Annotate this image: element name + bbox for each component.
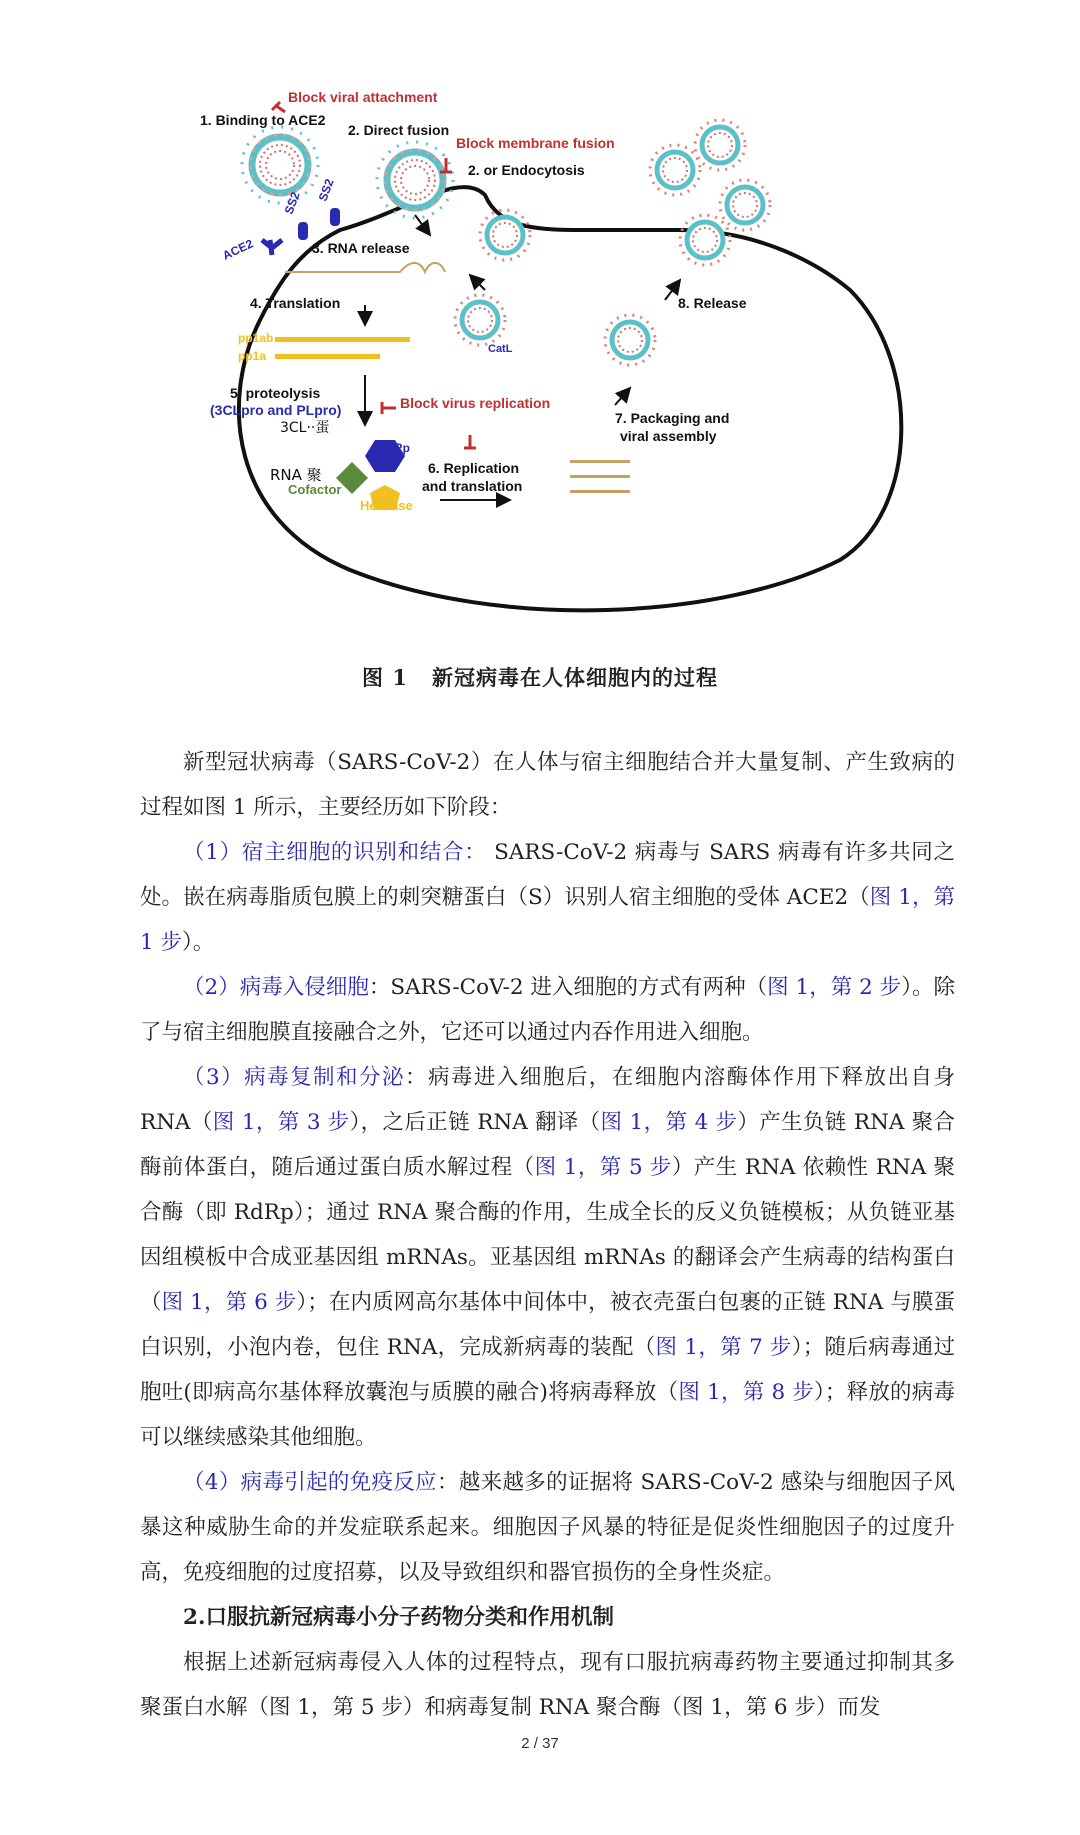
paragraph-step4: （4）病毒引起的免疫反应：越来越多的证据将 SARS-CoV-2 感染与细胞因子风暴这种威胁生命的并发症联系起来。细胞因子风暴的特征是促炎性细胞因子的过度升高，免疫细胞的过度招募，以及导致组织和器官损伤的全身性炎症。 [140, 1470, 955, 1585]
virus-released-4 [680, 215, 730, 265]
label-packaging-2: viral assembly [620, 428, 717, 444]
virus-released-1 [650, 145, 700, 195]
heading-step1: （1）宿主细胞的识别和结合： [183, 840, 487, 865]
article-body [140, 740, 955, 1730]
label-replication-1: 6. Replication [428, 460, 520, 476]
label-block-membrane: Block membrane fusion [456, 135, 615, 151]
ace2-receptor [262, 240, 282, 255]
virus-released-2 [695, 120, 745, 170]
label-rna-note: RNA 聚 [270, 466, 322, 484]
heading-step2: （2）病毒入侵细胞 [183, 975, 369, 1000]
virus-binding [242, 127, 318, 203]
virus-lifecycle-figure [200, 90, 960, 650]
ss2-receptor-b [330, 208, 340, 226]
ss2-receptor-a [298, 222, 308, 240]
pp1ab-bar [275, 337, 410, 342]
figure-ref: 图 1，第 1 步 [140, 885, 956, 955]
label-cofactor: Cofactor [288, 482, 342, 497]
section-heading: 2.口服抗新冠病毒小分子药物分类和作用机制 [183, 1605, 614, 1630]
virus-assembled [605, 315, 655, 365]
paragraph-intro: 新型冠状病毒（SARS-CoV-2）在人体与宿主细胞结合并大量复制、产生致病的过程如图 1 所示，主要经历如下阶段： [140, 750, 955, 820]
replication-line-3 [570, 490, 630, 493]
label-release: 8. Release [678, 295, 747, 311]
paragraph-step1: （1）宿主细胞的识别和结合： SARS-CoV-2 病毒与 SARS 病毒有许多共同之处。嵌在病毒脂质包膜上的刺突糖蛋白（S）识别人宿主细胞的受体 ACE2（图 1，第 1 步）。 [140, 840, 956, 955]
pp1a-bar [275, 354, 380, 359]
label-direct-fusion: 2. Direct fusion [348, 122, 450, 138]
virus-endosome [455, 295, 505, 345]
label-catl: CatL [488, 343, 513, 355]
figure-ref: 图 1，第 5 步 [534, 1155, 672, 1180]
label-replication-2: and translation [422, 478, 523, 494]
replication-line-2 [570, 475, 630, 478]
label-cl-note: 3CL··蛋 [280, 420, 330, 436]
figure-ref: 图 1，第 7 步 [655, 1335, 792, 1360]
figure-ref: 图 1，第 6 步 [161, 1290, 297, 1315]
heading-step4: （4）病毒引起的免疫反应 [183, 1470, 437, 1495]
paragraph-step2: （2）病毒入侵细胞：SARS-CoV-2 进入细胞的方式有两种（图 1，第 2 步）。除了与宿主细胞膜直接融合之外，它还可以通过内吞作用进入细胞。 [140, 975, 955, 1045]
label-proteases: (3CLpro and PLpro) [210, 402, 342, 418]
virus-fusion [377, 142, 453, 218]
figure-ref: 图 1，第 4 步 [600, 1110, 738, 1135]
label-proteolysis: 5. proteolysis [230, 385, 321, 401]
rna-strand [285, 263, 445, 272]
label-block-replication: Block virus replication [400, 395, 551, 411]
caption-text: 新冠病毒在人体细胞内的过程 [431, 665, 718, 690]
figure-ref: 图 1，第 3 步 [212, 1110, 350, 1135]
label-binding: 1. Binding to ACE2 [200, 112, 326, 128]
figure-ref: 图 1，第 8 步 [678, 1380, 814, 1405]
label-helicase: Helicase [360, 498, 413, 513]
label-ss2-b: SS2 [315, 176, 337, 204]
block-attachment-icon [272, 102, 285, 112]
caption-number: 图 1 [362, 665, 408, 690]
label-packaging-1: 7. Packaging and [615, 410, 730, 426]
label-endocytosis: 2. or Endocytosis [468, 162, 585, 178]
figure-ref: 图 1，第 2 步 [767, 975, 902, 1000]
paragraph-step3: （3）病毒复制和分泌：病毒进入细胞后，在细胞内溶酶体作用下释放出自身 RNA（图 1，第 3 步），之后正链 RNA 翻译（图 1，第 4 步）产生负链 RNA 聚合酶前体蛋白，随后通过蛋白质水解过程（图 1，第 5 步）产生 RNA 依赖性 RNA 聚合酶（即 RdRp）；通过 RNA 聚合酶的作用，生成全长的反义负链模板；从负链亚基因组模板中合成亚基因组 mRNAs。亚基因组 mRNAs 的翻译会产生病毒的结构蛋白（图 1，第 6 步）；在内质网高尔基体中间体中，被衣壳蛋白包裹的正链 RNA 与膜蛋白识别，小泡内卷，包住 RNA，完成新病毒的装配（图 1，第 7 步）；随后病毒通过胞吐(即病高尔基体释放囊泡与质膜的融合)将病毒释放（图 1，第 8 步）；释放的病毒可以继续感染其他细胞。 [140, 1065, 955, 1450]
label-ace2: ACE2 [220, 236, 256, 263]
figure-caption [0, 662, 1080, 692]
paragraph-drugs: 根据上述新冠病毒侵入人体的过程特点，现有口服抗病毒药物主要通过抑制其多聚蛋白水解（图 1，第 5 步）和病毒复制 RNA 聚合酶（图 1，第 6 步）而发 [140, 1650, 955, 1720]
label-pp1a: pp1a [238, 349, 267, 363]
label-pp1ab: pp1ab [238, 331, 274, 345]
label-rdrp: RdRp [378, 441, 410, 455]
virus-released-3 [720, 180, 770, 230]
label-rna-release: 3. RNA release [312, 240, 410, 256]
label-block-attachment: Block viral attachment [288, 90, 438, 105]
page-number: 2 / 37 [521, 1735, 559, 1752]
label-translation: 4. Translation [250, 295, 341, 311]
virus-endocytosis [480, 210, 530, 260]
replication-line-1 [570, 460, 630, 463]
heading-step3: （3）病毒复制和分泌 [183, 1065, 405, 1090]
label-ss2-a: SS2 [281, 189, 303, 217]
